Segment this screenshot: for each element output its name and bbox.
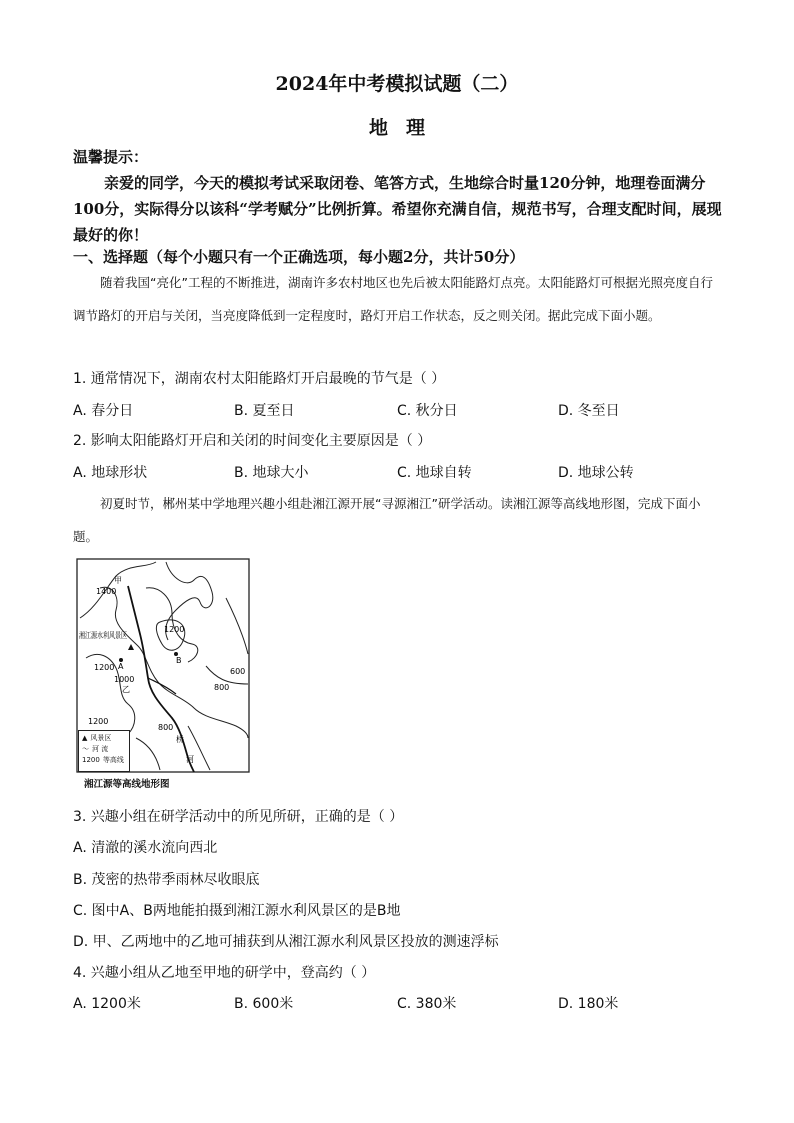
map-legend <box>78 730 130 772</box>
map-caption: 湘江源等高线地形图 <box>84 779 170 790</box>
q1-option-c[interactable]: C. 秋分日 <box>397 403 458 419</box>
passage-1: 随着我国“亮化”工程的不断推进，湖南许多农村地区也先后被太阳能路灯点亮。太阳能路灯可根据光照亮度自行调节路灯的开启与关闭，当亮度降低到一定程度时，路灯开启工作状态，反之则关闭。据此完成下面小题。 <box>73 275 713 323</box>
label-jia: 甲 <box>114 576 122 585</box>
q4-option-b[interactable]: B. 600米 <box>234 996 294 1012</box>
q2-option-b[interactable]: B. 地球大小 <box>234 465 309 481</box>
q3-option-c[interactable]: C. 图中A、B两地能拍摄到湘江源水利风景区的是B地 <box>73 903 401 919</box>
tips-body: 亲爱的同学，今天的模拟考试采取闭卷、笔答方式，生地综合时量120分钟，地理卷面满分100分，实际得分以该科“学考赋分”比例折算。希望你充满自信，规范书写，合理支配时间，展现最好的你！ <box>73 174 722 244</box>
scenic-symbol-icon: ▲ <box>82 734 88 742</box>
contour-symbol: 1200 <box>82 756 100 764</box>
question-4-stem: 4. 兴趣小组从乙地至甲地的研学中，登高约（ ） <box>73 965 376 981</box>
tips-heading: 温馨提示： <box>73 148 149 166</box>
q3-option-b[interactable]: B. 茂密的热带季雨林尽收眼底 <box>73 872 260 888</box>
q2-option-d[interactable]: D. 地球公转 <box>558 465 634 481</box>
legend-row-contour <box>82 755 126 766</box>
q3-option-a[interactable]: A. 清澈的溪水流向西北 <box>73 840 218 856</box>
section1-heading: 一、选择题（每个小题只有一个正确选项，每小题2分，共计50分） <box>73 248 525 266</box>
q4-option-d[interactable]: D. 180米 <box>558 996 619 1012</box>
subject-title: 地理 <box>368 117 443 139</box>
scenic-label-1: 湘江源水利风景区 <box>79 631 143 640</box>
passage-2: 初夏时节，郴州某中学地理兴趣小组赴湘江源开展“寻源湘江”研学活动。读湘江源等高线地形图，完成下面小题。 <box>73 496 701 544</box>
question-2-stem: 2. 影响太阳能路灯开启和关闭的时间变化主要原因是（ ） <box>73 433 432 449</box>
q1-option-a[interactable]: A. 春分日 <box>73 403 134 419</box>
question-1-stem: 1. 通常情况下，湖南农村太阳能路灯开启最晚的节气是（ ） <box>73 371 446 387</box>
legend-row-scenic <box>82 733 126 744</box>
legend-label-river: 河 流 <box>92 745 109 753</box>
question-3-stem: 3. 兴趣小组在研学活动中的所见所研，正确的是（ ） <box>73 809 404 825</box>
label-river: 河 <box>186 755 194 764</box>
label-yi: 乙 <box>122 685 130 694</box>
contour-label-1200-a: 1200 <box>94 663 115 672</box>
label-a: A <box>118 662 124 671</box>
q2-option-c[interactable]: C. 地球自转 <box>397 465 472 481</box>
contour-label-1200-c: 1200 <box>88 717 109 726</box>
contour-label-800-a: 800 <box>214 683 230 692</box>
q1-option-b[interactable]: B. 夏至日 <box>234 403 295 419</box>
legend-label-scenic: 风景区 <box>90 734 112 742</box>
label-b: B <box>176 656 182 665</box>
q2-option-a[interactable]: A. 地球形状 <box>73 465 148 481</box>
legend-label-contour: 等高线 <box>102 756 124 764</box>
q4-option-c[interactable]: C. 380米 <box>397 996 457 1012</box>
q3-option-d[interactable]: D. 甲、乙两地中的乙地可捕获到从湘江源水利风景区投放的测速浮标 <box>73 934 499 950</box>
contour-label-1400: 1400 <box>96 587 117 596</box>
contour-label-600: 600 <box>230 667 246 676</box>
q1-option-d[interactable]: D. 冬至日 <box>558 403 620 419</box>
contour-label-800-b: 800 <box>158 723 174 732</box>
contour-label-1000: 1000 <box>114 675 135 684</box>
legend-row-river <box>82 744 126 755</box>
q4-option-a[interactable]: A. 1200米 <box>73 996 141 1012</box>
contour-label-1200-b: 1200 <box>164 625 185 634</box>
label-qiao: 桥 <box>176 735 184 744</box>
exam-title: 2024年中考模拟试题（二） <box>275 73 519 95</box>
river-symbol-icon: 〜 <box>82 745 89 753</box>
